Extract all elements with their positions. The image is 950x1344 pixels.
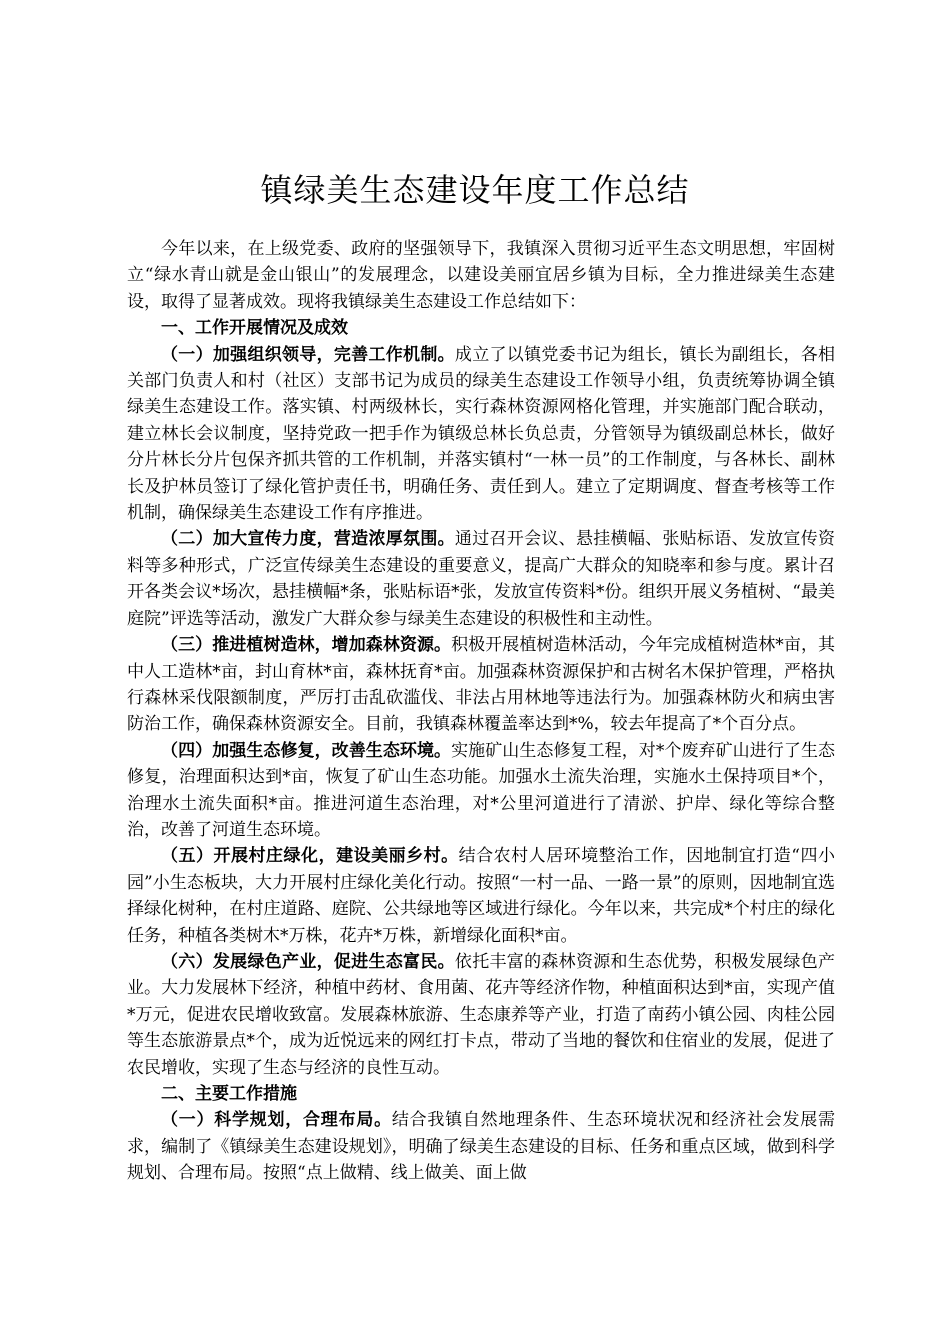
- paragraph-text: 依托丰富的森林资源和生态优势，积极发展绿色产业。大力发展林下经济，种植中药材、食用菌、花卉等经济作物，种植面积达到*亩，实现产值*万元，促进农民增收致富。发展森林旅游、生态康养等产业，打造了南药小镇公园、肉桂公园等生态旅游景点*个，成为近悦远来的网红打卡点，带动了当地的餐饮和住宿业的发展，促进了农民增收，实现了生态与经济的良性互动。: [127, 951, 836, 1078]
- paragraph-text: 结合我镇自然地理条件、生态环境状况和经济社会发展需求，编制了《镇绿美生态建设规划》，明确了绿美生态建设的目标、任务和重点区域，做到科学规划、合理布局。按照“点上做精、线上做美、面上做: [127, 1110, 836, 1184]
- paragraph-lead: （二）加大宣传力度，营造浓厚氛围。: [161, 529, 455, 550]
- paragraph-lead: （四）加强生态修复，改善生态环境。: [161, 740, 452, 761]
- section-heading-1: 一、工作开展情况及成效: [161, 318, 348, 339]
- section-heading-2: 二、主要工作措施: [161, 1084, 297, 1104]
- paragraph-lead: （一）科学规划，合理布局。: [161, 1110, 392, 1131]
- paragraph-lead: （六）发展绿色产业，促进生态富民。: [161, 951, 455, 972]
- paragraph-lead: （一）加强组织领导，完善工作机制。: [161, 344, 455, 365]
- paragraph-1-6: [127, 949, 835, 1081]
- document-body: [127, 236, 835, 1187]
- intro-paragraph: 今年以来，在上级党委、政府的坚强领导下，我镇深入贯彻习近平生态文明思想，牢固树立“绿水青山就是金山银山”的发展理念，以建设美丽宜居乡镇为目标，全力推进绿美生态建设，取得了显著成效。现将我镇绿美生态建设工作总结如下：: [127, 239, 835, 312]
- paragraph-lead: （三）推进植树造林，增加森林资源。: [161, 635, 452, 656]
- paragraph-text: 结合农村人居环境整治工作，因地制宜打造“四小园”小生态板块，大力开展村庄绿化美化行动。按照“一村一品、一路一景”的原则，因地制宜选择绿化树种，在村庄道路、庭院、公共绿地等区域进行绿化。今年以来，共完成*个村庄的绿化任务，种植各类树木*万株，花卉*万株，新增绿化面积*亩。: [127, 846, 835, 946]
- paragraph-1-4: [127, 738, 835, 844]
- paragraph-text: 积极开展植树造林活动，今年完成植树造林*亩，其中人工造林*亩，封山育林*亩，森林抚育*亩。加强森林资源保护和古树名木保护管理，严格执行森林采伐限额制度，严厉打击乱砍滥伐、非法占用林地等违法行为。加强森林防火和病虫害防治工作，确保森林资源安全。目前，我镇森林覆盖率达到*%，较去年提高了*个百分点。: [127, 635, 836, 735]
- paragraph-text: 实施矿山生态修复工程，对*个废弃矿山进行了生态修复，治理面积达到*亩，恢复了矿山生态功能。加强水土流失治理，实施水土保持项目*个，治理水土流失面积*亩。推进河道生态治理，对*公里河道进行了清淤、护岸、绿化等综合整治，改善了河道生态环境。: [127, 740, 836, 840]
- paragraph-2-1: [127, 1107, 835, 1186]
- paragraph-text: 成立了以镇党委书记为组长，镇长为副组长，各相关部门负责人和村（社区）支部书记为成员的绿美生态建设工作领导小组，负责统筹协调全镇绿美生态建设工作。落实镇、村两级林长，实行森林资源网格化管理，并实施部门配合联动，建立林长会议制度，坚持党政一把手作为镇级总林长负总责，分管领导为镇级副总林长，做好分片林长分片包保齐抓共管的工作机制，并落实镇村“一林一员”的工作制度，与各林长、副林长及护林员签订了绿化管护责任书，明确任务、责任到人。建立了定期调度、督查考核等工作机制，确保绿美生态建设工作有序推进。: [127, 344, 836, 524]
- paragraph-1-3: [127, 632, 835, 738]
- paragraph-1-5: [127, 843, 835, 949]
- paragraph-1-1: [127, 342, 835, 527]
- paragraph-lead: （五）开展村庄绿化，建设美丽乡村。: [161, 846, 459, 867]
- paragraph-text: 通过召开会议、悬挂横幅、张贴标语、发放宣传资料等多种形式，广泛宣传绿美生态建设的重要意义，提高广大群众的知晓率和参与度。累计召开各类会议*场次，悬挂横幅*条，张贴标语*张，发放宣传资料*份。组织开展义务植树、“最美庭院”评选等活动，激发广大群众参与绿美生态建设的积极性和主动性。: [127, 529, 836, 629]
- document-title: 镇绿美生态建设年度工作总结: [260, 171, 690, 209]
- paragraph-1-2: [127, 526, 835, 632]
